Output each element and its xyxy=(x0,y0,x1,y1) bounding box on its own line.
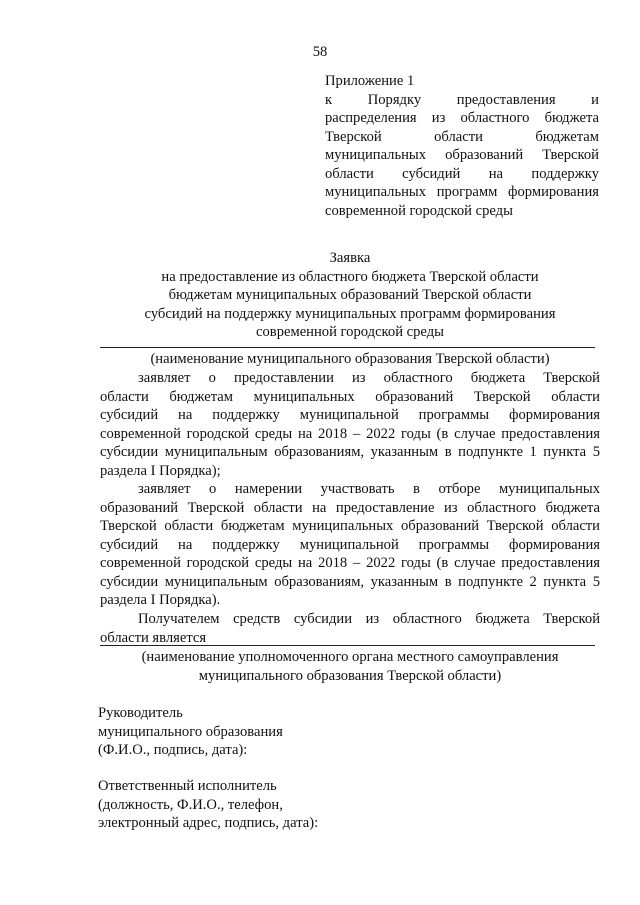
municipality-caption-text: (наименование муниципального образования Тверской области) xyxy=(150,351,550,367)
appendix-line: муниципальных образований Тверской xyxy=(325,147,599,163)
signature-line: электронный адрес, подпись, дата): xyxy=(98,815,319,831)
signature-line: Ответственный исполнитель xyxy=(98,778,277,794)
appendix-line: муниципальных программ формирования xyxy=(325,184,599,200)
appendix-heading: Приложение 1 xyxy=(325,73,415,89)
paragraph-line: Тверской области бюджетам муниципальных образований Тверской области xyxy=(100,518,600,534)
paragraph-line: субсидии муниципальным образованиям, указанным в подпункте 1 пункта 5 xyxy=(100,444,600,460)
title-line: субсидий на поддержку муниципальных программ формирования xyxy=(144,305,556,322)
caption-line: муниципального образования Тверской области) xyxy=(198,667,502,684)
authority-blank-line xyxy=(100,645,595,646)
title-line: бюджетам муниципальных образований Тверской области xyxy=(168,287,532,303)
title-word: Заявка xyxy=(329,250,371,266)
executor-signature-block xyxy=(98,777,498,833)
paragraph-line: раздела I Порядка); xyxy=(100,462,221,479)
paragraph-recipient xyxy=(100,610,600,647)
paragraph-line: современной городской среды на 2018 – 2022 годы (в случае предоставления xyxy=(100,425,600,442)
signature-line: муниципального образования xyxy=(98,723,283,740)
paragraph-line: субсидий на поддержку муниципальной программы формирования xyxy=(100,536,600,553)
municipality-caption xyxy=(100,350,600,369)
paragraph-selection xyxy=(100,480,600,610)
authority-caption xyxy=(100,648,600,685)
title-line: на предоставление из областного бюджета Тверской области xyxy=(161,268,539,285)
paragraph-line: Получателем средств субсидии из областного бюджета Тверской xyxy=(138,611,600,627)
paragraph-provision xyxy=(100,369,600,480)
head-signature-block xyxy=(98,704,498,760)
paragraph-line: современной городской среды на 2018 – 2022 годы (в случае предоставления xyxy=(100,555,600,571)
title-line: современной городской среды xyxy=(256,324,444,340)
municipality-blank-line xyxy=(100,347,595,348)
paragraph-line: субсидии муниципальным образованиям, указанным в подпункте 2 пункта 5 xyxy=(100,573,600,590)
page-number: 58 xyxy=(312,44,328,60)
paragraph-line: области является xyxy=(100,629,207,646)
paragraph-line: заявляет о намерении участвовать в отборе муниципальных xyxy=(138,481,600,497)
caption-line: (наименование уполномоченного органа местного самоуправления xyxy=(141,649,559,665)
appendix-line: к Порядку предоставления и xyxy=(325,91,599,108)
paragraph-line: образований Тверской области на предоставление из областного бюджета xyxy=(100,499,600,516)
appendix-line: современной городской среды xyxy=(325,202,513,219)
appendix-line: области субсидий на поддержку xyxy=(325,165,599,182)
signature-line: Руководитель xyxy=(98,705,183,721)
appendix-line: Тверской области бюджетам xyxy=(325,128,599,145)
signature-line: (Ф.И.О., подпись, дата): xyxy=(98,742,248,758)
paragraph-line: субсидий на поддержку муниципальной программы формирования xyxy=(100,407,600,423)
paragraph-line: заявляет о предоставлении из областного бюджета Тверской xyxy=(138,370,600,386)
signature-line: (должность, Ф.И.О., телефон, xyxy=(98,796,283,813)
paragraph-line: раздела I Порядка). xyxy=(100,592,221,608)
appendix-line: распределения из областного бюджета xyxy=(325,110,599,126)
appendix-reference xyxy=(325,72,599,220)
paragraph-line: области бюджетам муниципальных образований Тверской области xyxy=(100,388,600,405)
application-title xyxy=(100,249,600,342)
